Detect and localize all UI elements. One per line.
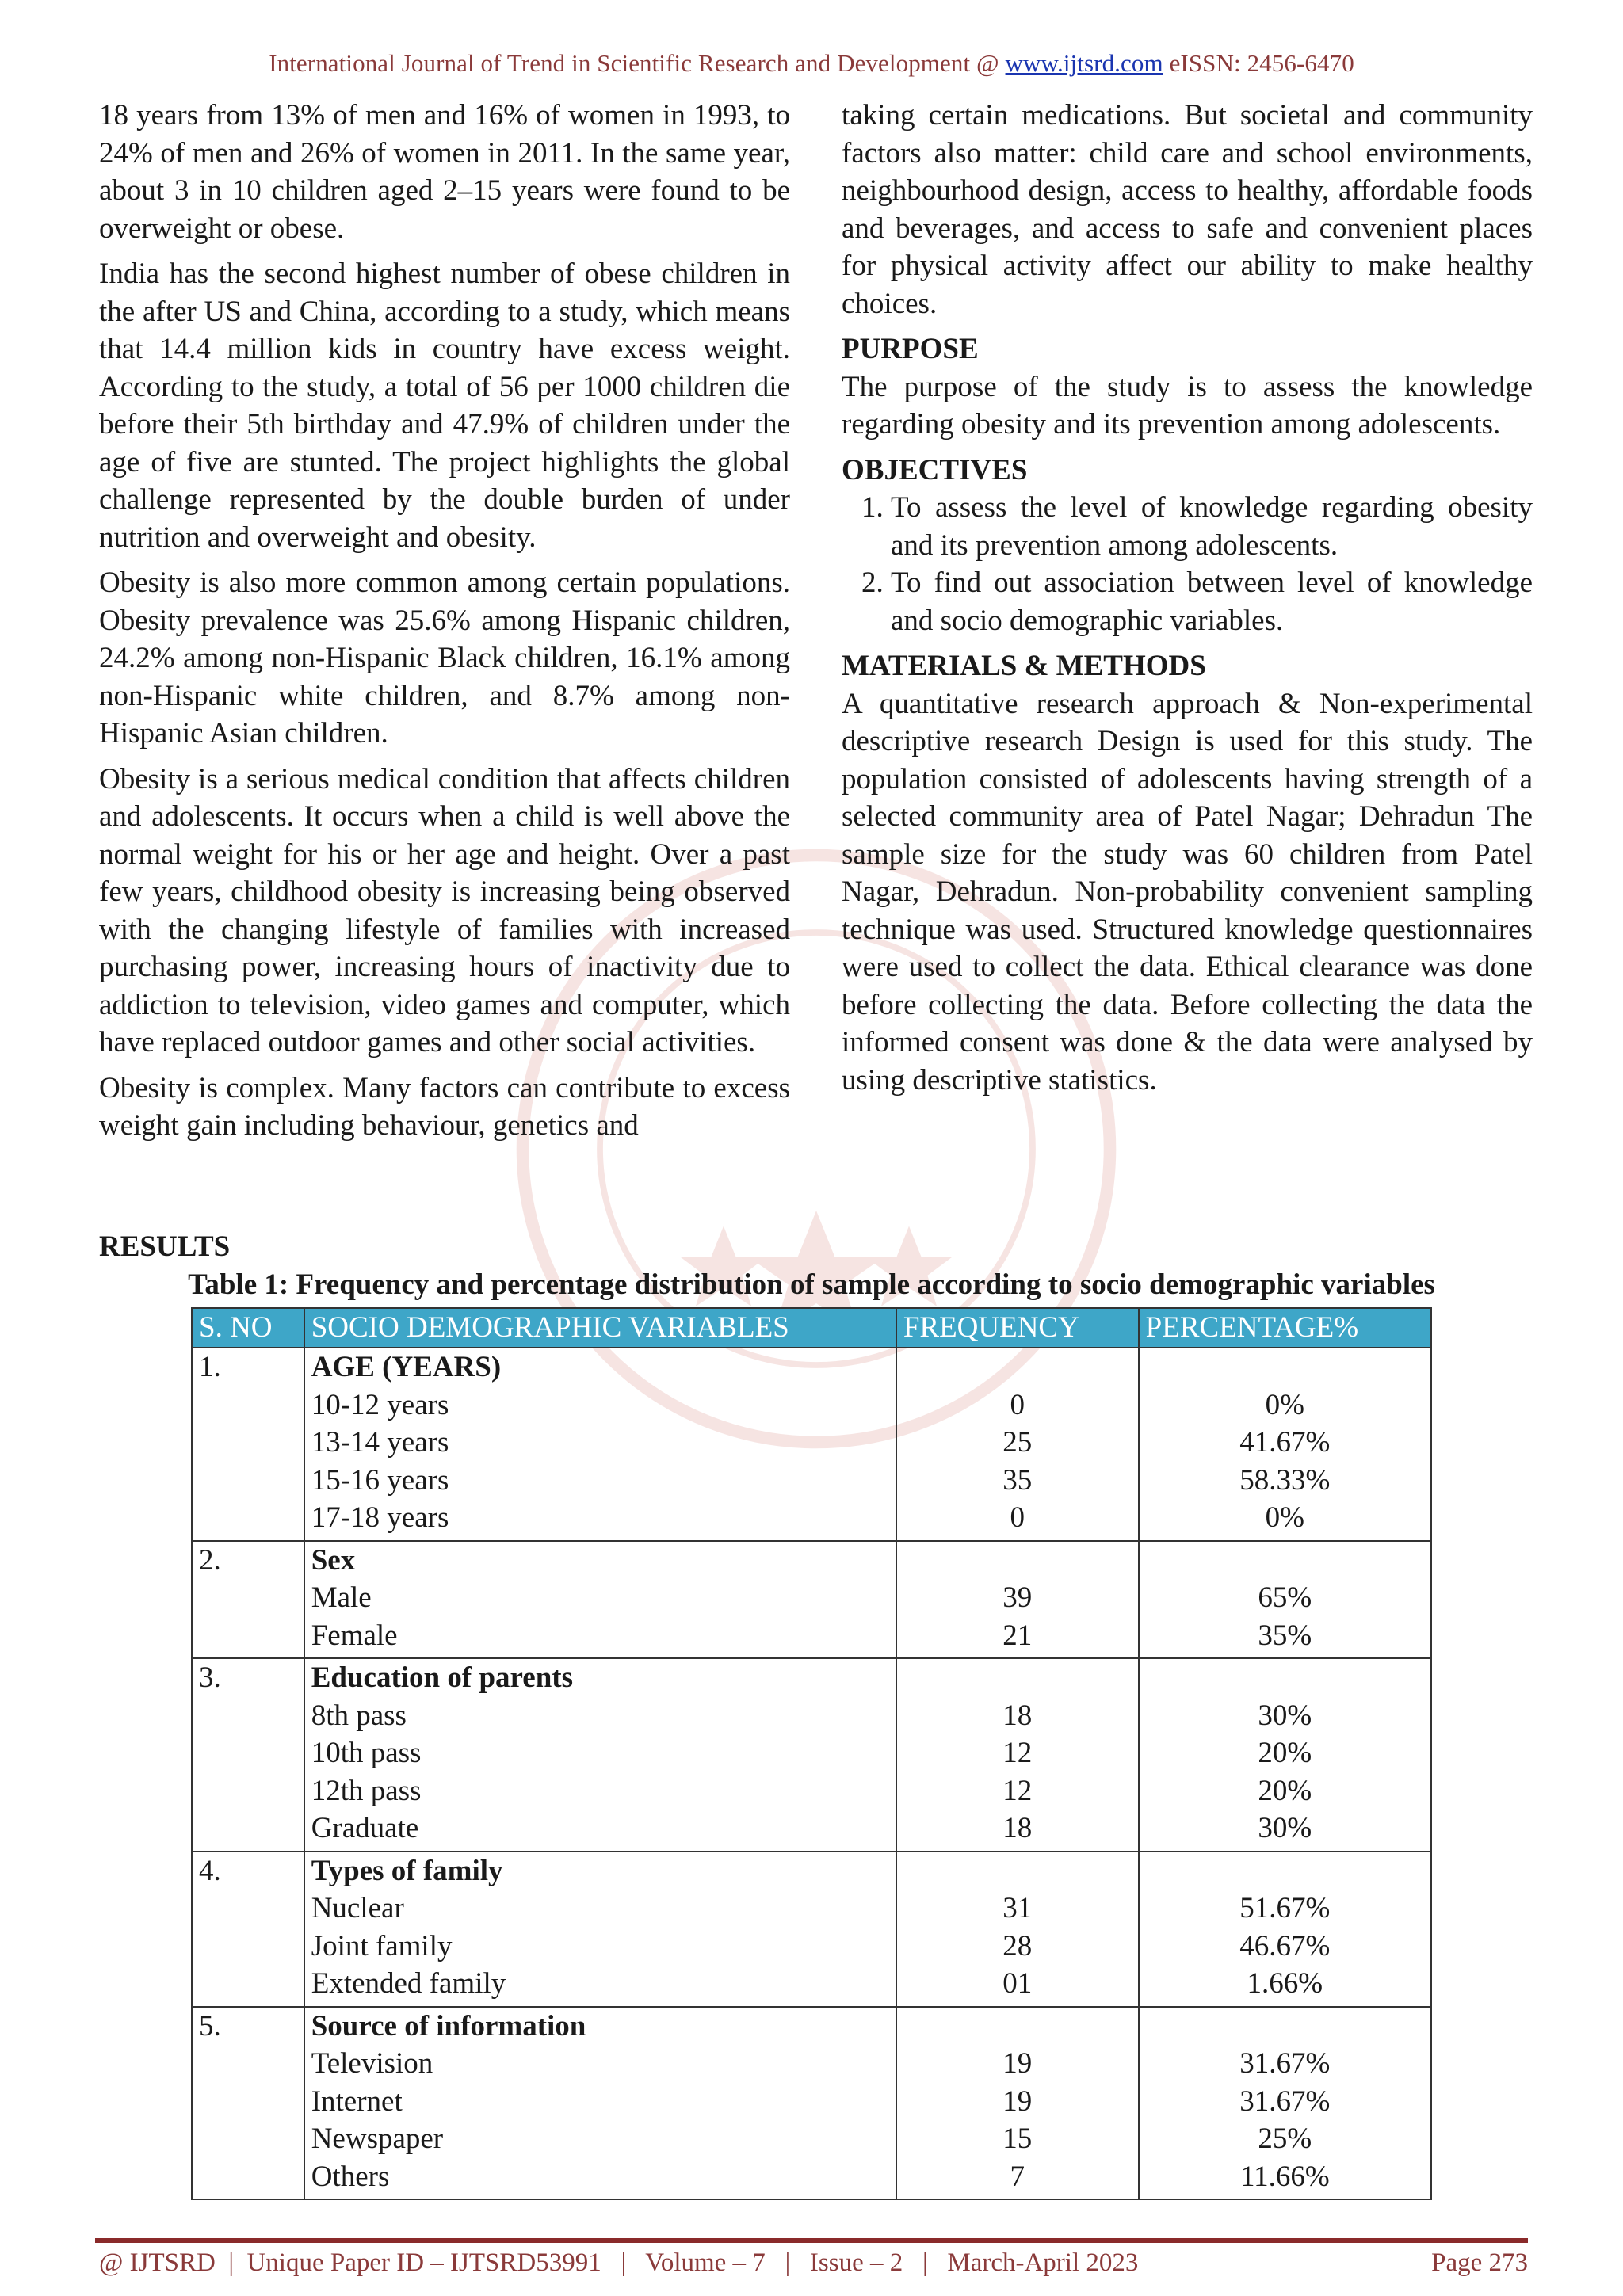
variable-label: Internet: [311, 2084, 403, 2118]
table-group-row: [192, 1658, 1431, 1852]
table-caption: Table 1: Frequency and percentage distribution of sample according to socio demographic variables: [188, 1268, 1435, 1301]
objectives-list: [842, 489, 1533, 639]
variable-label: Graduate: [311, 1812, 419, 1844]
group-title: Sex: [311, 1543, 356, 1577]
percentage-value: 58.33%: [1239, 1463, 1331, 1497]
left-paragraph-5: Obesity is complex. Many factors can contribute to excess weight gain including behaviour, genetics and: [99, 1071, 790, 1142]
group-percentages: [1139, 1541, 1431, 1659]
footer-date: March-April 2023: [947, 2248, 1139, 2277]
group-frequencies: [896, 2007, 1139, 2200]
percentage-value: 51.67%: [1239, 1892, 1331, 1924]
group-percentages: [1139, 1348, 1431, 1541]
footer-page-number: Page 273: [1431, 2248, 1528, 2277]
header-variables: SOCIO DEMOGRAPHIC VARIABLES: [304, 1308, 896, 1348]
journal-name: International Journal of Trend in Scientific Research and Development @: [269, 49, 999, 77]
methods-heading: MATERIALS & METHODS: [842, 650, 1206, 682]
footer-info: @ IJTSRD | Unique Paper ID – IJTSRD53991 | Volume – 7 | Issue – 2 | March-April 2023: [99, 2248, 1139, 2277]
header-sno: S. NO: [192, 1308, 304, 1348]
frequency-value: 15: [1002, 2122, 1033, 2155]
percentage-value: 31.67%: [1239, 2047, 1331, 2080]
footer-rule: [95, 2238, 1528, 2243]
percentage-value: 25%: [1258, 2122, 1312, 2155]
group-number: 1.: [192, 1348, 304, 1541]
variable-label: 15-16 years: [311, 1463, 449, 1497]
frequency-value: 0: [1010, 1388, 1025, 1421]
header-frequency: FREQUENCY: [896, 1308, 1139, 1348]
group-frequencies: [896, 1348, 1139, 1541]
group-frequencies: [896, 1658, 1139, 1852]
variable-label: Male: [311, 1581, 372, 1614]
group-number: 3.: [192, 1658, 304, 1852]
frequency-value: 19: [1002, 2047, 1033, 2080]
percentage-value: 0%: [1265, 1388, 1304, 1421]
frequency-value: 01: [1002, 1967, 1033, 2000]
footer-paper-id: Unique Paper ID – IJTSRD53991: [246, 2248, 601, 2277]
right-paragraph-1: taking certain medications. But societal and community factors also matter: child care and school environments, neighbourhood design, access to healthy, affordable foods and beverages, and access to safe and convenient places for physical activity affect our ability to make healthy choices.: [842, 99, 1533, 320]
variable-label: Female: [311, 1619, 398, 1652]
table-group-row: [192, 1541, 1431, 1659]
frequency-value: 19: [1002, 2084, 1033, 2118]
variable-label: Newspaper: [311, 2122, 444, 2155]
frequency-value: 21: [1002, 1619, 1033, 1652]
variable-label: 10-12 years: [311, 1388, 449, 1421]
running-header: [0, 49, 1623, 78]
table-group-row: [192, 1348, 1431, 1541]
frequency-value: 28: [1002, 1929, 1033, 1962]
group-title: Education of parents: [311, 1661, 574, 1694]
group-variables: [304, 1348, 896, 1541]
frequency-value: 7: [1010, 2160, 1025, 2193]
percentage-value: 65%: [1258, 1581, 1312, 1614]
group-variables: [304, 2007, 896, 2200]
left-paragraph-2: India has the second highest number of obese children in the after US and China, according to a study, which means that 14.4 million kids in country have excess weight. According to the study, a total of 56 per 1000 children die before their 5th birthday and 47.9% of children under the age of five are stunted. The project highlights the global challenge represented by the double burden of under nutrition and overweight and obesity.: [99, 257, 790, 554]
group-percentages: [1139, 2007, 1431, 2200]
table-body: [192, 1348, 1431, 2199]
table-group-row: [192, 1852, 1431, 2007]
variable-label: Extended family: [311, 1967, 506, 2000]
percentage-value: 30%: [1258, 1812, 1312, 1844]
purpose-text: The purpose of the study is to assess the knowledge regarding obesity and its prevention among adolescents.: [842, 370, 1533, 441]
variable-label: 12th pass: [311, 1774, 422, 1807]
frequency-value: 25: [1002, 1426, 1033, 1459]
frequency-value: 12: [1002, 1774, 1033, 1807]
percentage-value: 46.67%: [1239, 1929, 1331, 1962]
percentage-value: 20%: [1258, 1774, 1312, 1807]
objectives-heading: OBJECTIVES: [842, 453, 1028, 486]
percentage-value: 35%: [1258, 1619, 1312, 1652]
group-number: 5.: [192, 2007, 304, 2200]
group-number: 2.: [192, 1541, 304, 1659]
variable-label: 13-14 years: [311, 1426, 449, 1459]
percentage-value: 30%: [1258, 1699, 1312, 1732]
frequency-value: 18: [1002, 1699, 1033, 1732]
variable-label: 17-18 years: [311, 1501, 449, 1534]
objective-item: 1. To assess the level of knowledge regarding obesity and its prevention among adolescents.: [891, 489, 1533, 564]
percentage-value: 41.67%: [1239, 1426, 1331, 1459]
group-title: Source of information: [311, 2009, 586, 2042]
group-variables: [304, 1541, 896, 1659]
variable-label: Nuclear: [311, 1892, 404, 1924]
journal-issn: eISSN: 2456-6470: [1169, 49, 1354, 77]
percentage-value: 0%: [1265, 1501, 1304, 1534]
purpose-heading: PURPOSE: [842, 333, 979, 365]
frequency-value: 35: [1002, 1463, 1033, 1497]
group-number: 4.: [192, 1852, 304, 2007]
left-column: [99, 97, 790, 1153]
group-variables: [304, 1852, 896, 2007]
variable-label: 8th pass: [311, 1699, 407, 1732]
results-heading: RESULTS: [99, 1230, 231, 1263]
right-column: [842, 97, 1533, 1107]
left-paragraph-3: Obesity is also more common among certain populations. Obesity prevalence was 25.6% among Hispanic children, 24.2% among non-Hispanic Black children, 16.1% among non-Hispanic white children, and 8.7% among non-Hispanic Asian children.: [99, 566, 790, 749]
group-variables: [304, 1658, 896, 1852]
frequency-value: 12: [1002, 1737, 1033, 1769]
percentage-value: 1.66%: [1247, 1967, 1323, 2000]
group-title: Types of family: [311, 1854, 503, 1887]
frequency-value: 31: [1002, 1892, 1033, 1924]
objective-item: 2. To find out association between level of knowledge and socio demographic variables.: [891, 564, 1533, 639]
variable-label: Joint family: [311, 1929, 453, 1962]
demographics-table: [191, 1307, 1432, 2200]
group-percentages: [1139, 1658, 1431, 1852]
percentage-value: 31.67%: [1239, 2084, 1331, 2118]
frequency-value: 18: [1002, 1812, 1033, 1844]
group-title: AGE (YEARS): [311, 1351, 502, 1383]
left-paragraph-1: 18 years from 13% of men and 16% of women in 1993, to 24% of men and 26% of women in 2011. In the same year, about 3 in 10 children aged 2–15 years were found to be overweight or obese.: [99, 99, 790, 245]
frequency-value: 39: [1002, 1581, 1033, 1614]
table-group-row: [192, 2007, 1431, 2200]
percentage-value: 20%: [1258, 1737, 1312, 1769]
methods-text: A quantitative research approach & Non-experimental descriptive research Design is used for this study. The population consisted of adolescents having strength of a selected community area of Patel Nagar; Dehradun The sample size for the study was 60 children from Patel Nagar, Dehradun. Non-probability convenient sampling technique was used. Structured knowledge questionnaires were used to collect the data. Ethical clearance was done before collecting the data. Before collecting the data the informed consent was done & the data were analysed by using descriptive statistics.: [842, 687, 1533, 1097]
percentage-value: 11.66%: [1239, 2160, 1330, 2193]
footer-issue: Issue – 2: [809, 2248, 903, 2277]
group-percentages: [1139, 1852, 1431, 2007]
footer-volume: Volume – 7: [645, 2248, 766, 2277]
left-paragraph-4: Obesity is a serious medical condition that affects children and adolescents. It occurs when a child is well above the normal weight for his or her age and height. Over a past few years, childhood obesity is increasing being observed with the changing lifestyle of families with increased purchasing power, increasing hours of inactivity due to addiction to television, video games and computer, which have replaced outdoor games and other social activities.: [99, 762, 790, 1058]
variable-label: Television: [311, 2047, 433, 2080]
journal-link[interactable]: www.ijtsrd.com: [1005, 49, 1163, 77]
variable-label: Others: [311, 2160, 390, 2193]
header-percentage: PERCENTAGE%: [1139, 1308, 1431, 1348]
table-header-row: [192, 1308, 1431, 1348]
group-frequencies: [896, 1852, 1139, 2007]
frequency-value: 0: [1010, 1501, 1025, 1534]
variable-label: 10th pass: [311, 1737, 422, 1769]
group-frequencies: [896, 1541, 1139, 1659]
footer-journal: @ IJTSRD: [99, 2248, 216, 2277]
